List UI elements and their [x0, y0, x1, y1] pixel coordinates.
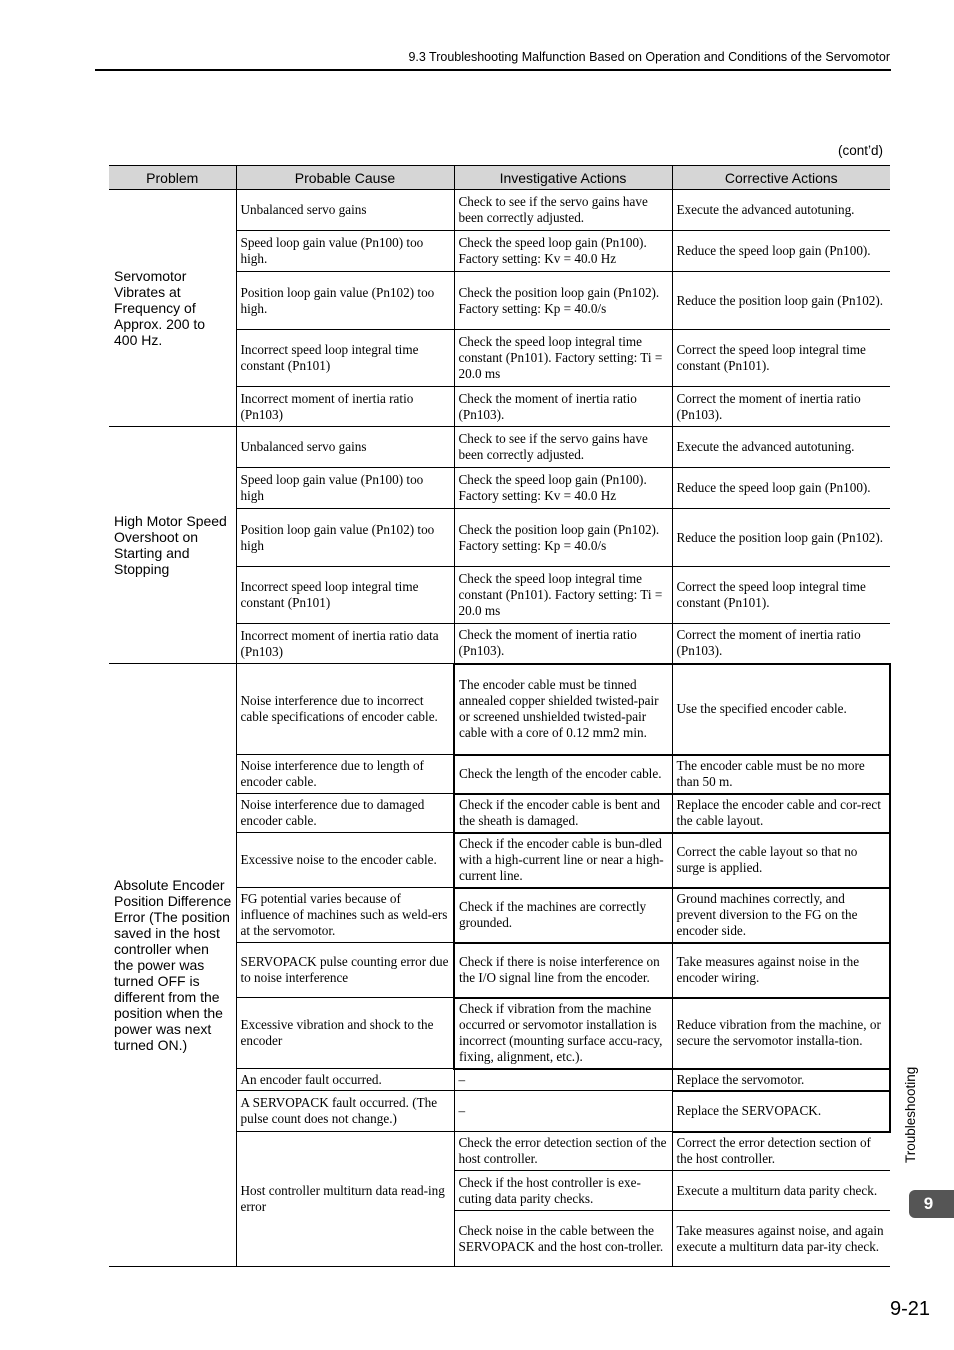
correction-cell: Reduce the position loop gain (Pn102).	[672, 272, 890, 330]
problem-cell: Servomotor Vibrates at Frequency of Approx. 200 to 400 Hz.	[109, 190, 236, 427]
column-header-investigative: Investigative Actions	[454, 166, 672, 190]
cause-cell: Excessive vibration and shock to the encoder	[236, 998, 454, 1069]
cause-cell: Excessive noise to the encoder cable.	[236, 833, 454, 888]
correction-cell: Execute the advanced autotuning.	[672, 427, 890, 468]
cause-cell: Speed loop gain value (Pn100) too high	[236, 468, 454, 509]
correction-cell: Correct the error detection section of the host controller.	[672, 1132, 890, 1171]
correction-cell: Correct the speed loop integral time constant (Pn101).	[672, 567, 890, 624]
cause-cell: SERVOPACK pulse counting error due to noise interference	[236, 943, 454, 998]
table-row	[109, 190, 890, 231]
cause-cell: FG potential varies because of influence of machines such as weld-ers at the servomotor.	[236, 888, 454, 943]
action-cell: Check if the host controller is exe-cuting data parity checks.	[454, 1171, 672, 1211]
action-cell: Check the speed loop integral time constant (Pn101). Factory setting: Ti = 20.0 ms	[454, 567, 672, 624]
correction-cell: Correct the cable layout so that no surge is applied.	[672, 833, 890, 888]
chapter-tab[interactable]	[909, 1190, 954, 1218]
correction-cell: The encoder cable must be no more than 50 m.	[672, 755, 890, 794]
side-tab-label: Troubleshooting	[903, 1066, 918, 1163]
cause-cell: Incorrect moment of inertia ratio data (Pn103)	[236, 624, 454, 664]
cause-cell: Noise interference due to damaged encoder cable.	[236, 794, 454, 833]
column-header-corrective: Corrective Actions	[672, 166, 890, 190]
correction-cell: Reduce the position loop gain (Pn102).	[672, 509, 890, 567]
table-header-row	[109, 166, 890, 190]
cause-cell: Position loop gain value (Pn102) too high.	[236, 272, 454, 330]
cause-cell: Unbalanced servo gains	[236, 427, 454, 468]
action-cell: Check if the machines are correctly grounded.	[454, 888, 672, 943]
correction-cell: Use the specified encoder cable.	[672, 664, 890, 755]
action-cell: Check the speed loop gain (Pn100). Factory setting: Kv = 40.0 Hz	[454, 231, 672, 272]
action-cell: Check noise in the cable between the SERVOPACK and the host con-troller.	[454, 1211, 672, 1267]
correction-cell: Replace the encoder cable and cor-rect the cable layout.	[672, 794, 890, 833]
cause-cell: Noise interference due to incorrect cable specifications of encoder cable.	[236, 664, 454, 755]
action-cell: Check if the encoder cable is bent and the sheath is damaged.	[454, 794, 672, 833]
problem-cell: High Motor Speed Overshoot on Starting and Stopping	[109, 427, 236, 664]
correction-cell: Execute a multiturn data parity check.	[672, 1171, 890, 1211]
action-cell: Check the position loop gain (Pn102). Factory setting: Kp = 40.0/s	[454, 272, 672, 330]
correction-cell: Reduce vibration from the machine, or secure the servomotor installa-tion.	[672, 998, 890, 1069]
correction-cell: Correct the speed loop integral time constant (Pn101).	[672, 330, 890, 387]
action-cell: Check if the encoder cable is bun-dled with a high-current line or near a high-current line.	[454, 833, 672, 888]
correction-cell: Reduce the speed loop gain (Pn100).	[672, 231, 890, 272]
chapter-number: 9	[923, 1194, 934, 1213]
cause-cell: Noise interference due to length of encoder cable.	[236, 755, 454, 794]
action-cell: Check the length of the encoder cable.	[454, 755, 672, 794]
action-cell	[454, 664, 672, 755]
action-cell: Check the moment of inertia ratio (Pn103).	[454, 624, 672, 664]
cause-cell: A SERVOPACK fault occurred. (The pulse count does not change.)	[236, 1091, 454, 1132]
correction-cell: Correct the moment of inertia ratio (Pn103).	[672, 387, 890, 427]
action-cell: Check to see if the servo gains have been correctly adjusted.	[454, 427, 672, 468]
correction-cell: Reduce the speed loop gain (Pn100).	[672, 468, 890, 509]
troubleshooting-table	[109, 165, 891, 1267]
action-cell: Check the error detection section of the host controller.	[454, 1132, 672, 1171]
action-cell: Check the moment of inertia ratio (Pn103).	[454, 387, 672, 427]
column-header-problem: Problem	[109, 166, 236, 190]
cause-cell: Incorrect speed loop integral time constant (Pn101)	[236, 330, 454, 387]
page-number: 9-21	[889, 1298, 930, 1320]
action-cell: Check the speed loop gain (Pn100). Factory setting: Kv = 40.0 Hz	[454, 468, 672, 509]
correction-cell: Correct the moment of inertia ratio (Pn103).	[672, 624, 890, 664]
action-cell: Check the speed loop integral time constant (Pn101). Factory setting: Ti = 20.0 ms	[454, 330, 672, 387]
table-row	[109, 427, 890, 468]
column-header-cause: Probable Cause	[236, 166, 454, 190]
cause-cell: Host controller multiturn data read-ing error	[236, 1132, 454, 1267]
continued-label: (cont’d)	[837, 143, 883, 158]
action-cell: Check if there is noise interference on the I/O signal line from the encoder.	[454, 943, 672, 998]
action-cell: Check if vibration from the machine occurred or servomotor installation is incorrect (mounting surface accu-racy, fixing, alignment, etc.).	[454, 998, 672, 1069]
running-header: 9.3 Troubleshooting Malfunction Based on Operation and Conditions of the Servomotor	[408, 50, 890, 64]
problem-cell: Absolute Encoder Position Difference Error (The position saved in the host controller when the power was turned OFF is different from the position when the power was next turned ON.)	[109, 664, 236, 1267]
action-cell: Check the position loop gain (Pn102). Factory setting: Kp = 40.0/s	[454, 509, 672, 567]
action-cell: –	[454, 1091, 672, 1132]
action-text: The encoder cable must be tinned annealed copper shielded twisted-pair or screened unshielded twisted-pair cable with a core of 0.12 mm2 min.	[459, 677, 659, 740]
action-cell: Check to see if the servo gains have been correctly adjusted.	[454, 190, 672, 231]
correction-cell: Take measures against noise, and again execute a multiturn data par-ity check.	[672, 1211, 890, 1267]
cause-cell: Unbalanced servo gains	[236, 190, 454, 231]
cause-cell: Incorrect speed loop integral time constant (Pn101)	[236, 567, 454, 624]
cause-cell: Position loop gain value (Pn102) too high	[236, 509, 454, 567]
correction-cell: Replace the servomotor.	[672, 1069, 890, 1091]
correction-cell: Take measures against noise in the encoder wiring.	[672, 943, 890, 998]
correction-cell: Execute the advanced autotuning.	[672, 190, 890, 231]
cause-cell: Speed loop gain value (Pn100) too high.	[236, 231, 454, 272]
correction-cell: Ground machines correctly, and prevent diversion to the FG on the encoder side.	[672, 888, 890, 943]
cause-cell: An encoder fault occurred.	[236, 1069, 454, 1091]
header-rule	[95, 69, 891, 71]
action-cell: –	[454, 1069, 672, 1091]
table-row	[109, 664, 890, 755]
correction-cell: Replace the SERVOPACK.	[672, 1091, 890, 1132]
cause-cell: Incorrect moment of inertia ratio (Pn103)	[236, 387, 454, 427]
